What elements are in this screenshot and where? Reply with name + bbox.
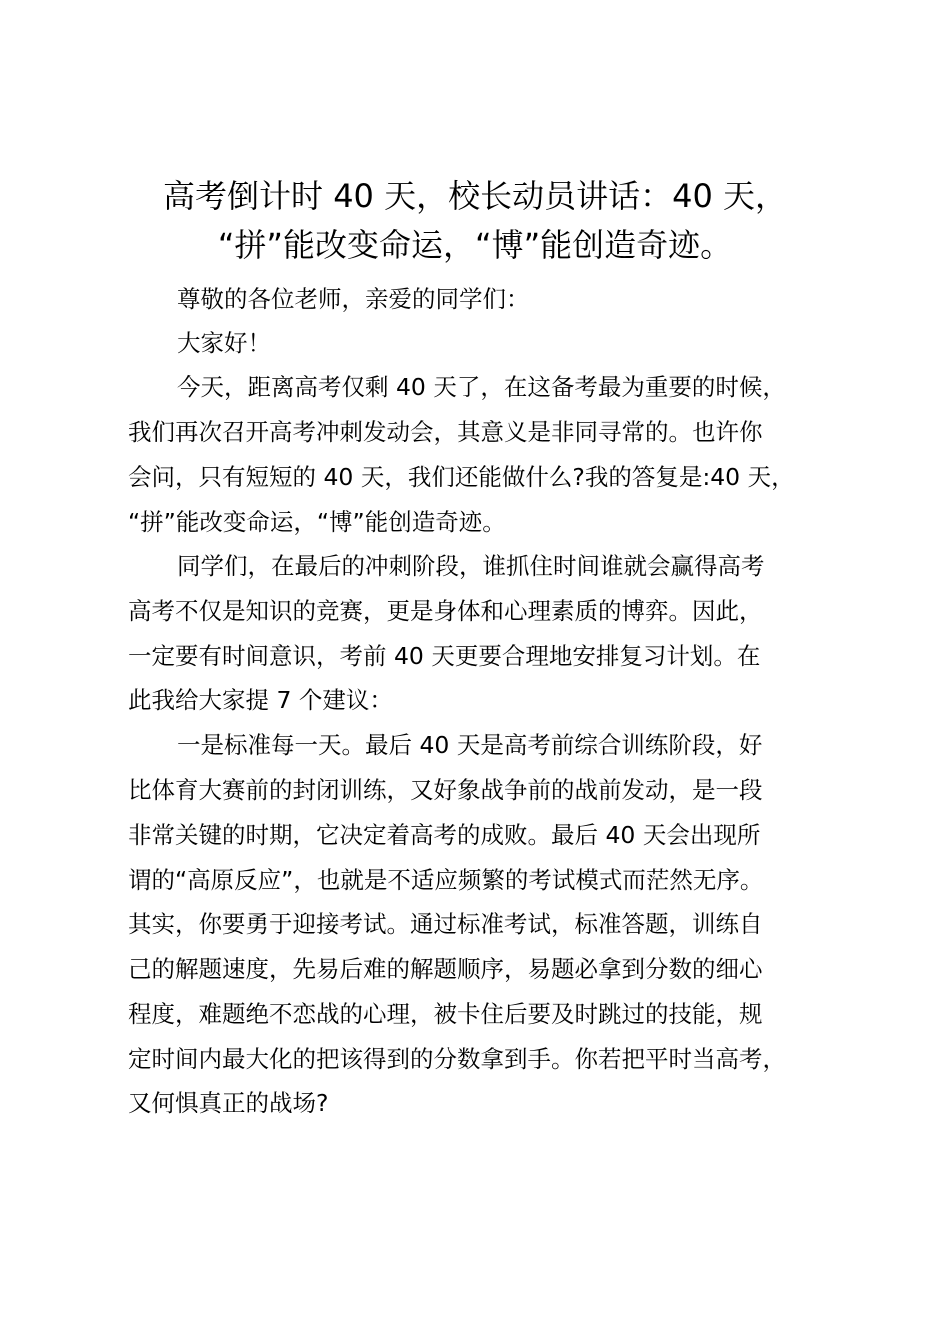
paragraph-line: 其实，你要勇于迎接考试。通过标准考试，标准答题，训练自	[128, 910, 763, 938]
paragraph-line: 一是标准每一天。最后 40 天是高考前综合训练阶段，好	[177, 731, 763, 759]
paragraph-line: 今天，距离高考仅剩 40 天了，在这备考最为重要的时候，	[177, 373, 786, 401]
paragraph-line: 高考不仅是知识的竞赛，更是身体和心理素质的博弈。因此，	[128, 597, 763, 625]
paragraph-line: 非常关键的时期，它决定着高考的成败。最后 40 天会出现所	[128, 821, 761, 849]
paragraph-line: 又何惧真正的战场?	[128, 1089, 329, 1117]
paragraph-line: 己的解题速度，先易后难的解题顺序，易题必拿到分数的细心	[128, 955, 763, 983]
paragraph-line: 谓的“高原反应”，也就是不适应频繁的考试模式而茫然无序。	[128, 866, 764, 894]
greeting: 大家好！	[177, 329, 271, 357]
paragraph-line: 一定要有时间意识，考前 40 天更要合理地安排复习计划。在	[128, 642, 761, 670]
paragraph-line: 会问，只有短短的 40 天，我们还能做什么?我的答复是:40 天，	[128, 463, 795, 491]
document-title-line-2: “拼”能改变命运，“博”能创造奇迹。	[217, 226, 733, 264]
paragraph-line: 我们再次召开高考冲刺发动会，其意义是非同寻常的。也许你	[128, 418, 763, 446]
paragraph-line: 定时间内最大化的把该得到的分数拿到手。你若把平时当高考，	[128, 1045, 786, 1073]
paragraph-line: 同学们，在最后的冲刺阶段，谁抓住时间谁就会赢得高考	[177, 552, 765, 580]
paragraph-line: 程度，难题绝不恋战的心理，被卡住后要及时跳过的技能，规	[128, 1000, 763, 1028]
salutation: 尊敬的各位老师，亲爱的同学们：	[177, 285, 530, 313]
document-title-line-1: 高考倒计时 40 天，校长动员讲话：40 天，	[163, 177, 787, 215]
paragraph-line: 此我给大家提 7 个建议：	[128, 686, 393, 714]
paragraph-line: “拼”能改变命运，“博”能创造奇迹。	[128, 508, 506, 536]
paragraph-line: 比体育大赛前的封闭训练，又好象战争前的战前发动，是一段	[128, 776, 763, 804]
